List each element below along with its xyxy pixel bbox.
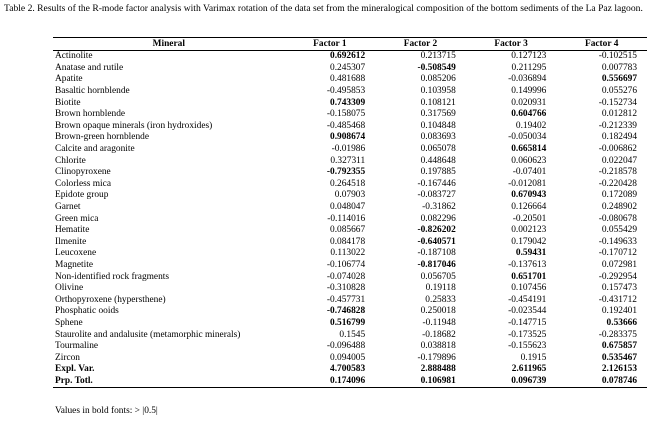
factor-1-cell: -0.074028 — [326, 271, 366, 282]
table-row — [53, 190, 647, 202]
table-row — [53, 271, 647, 283]
factor-2-cell: 0.065078 — [420, 144, 456, 155]
table-row — [53, 144, 647, 156]
factor-1-cell: 0.085667 — [330, 225, 366, 236]
mineral-cell: Zircon — [55, 352, 80, 363]
table-row — [53, 51, 647, 63]
mineral-cell: Brown-green hornblende — [55, 132, 149, 143]
factor-4-cell: 0.192401 — [601, 306, 637, 317]
table-row — [53, 225, 647, 237]
summary-factor-1-cell: 4.700583 — [330, 364, 366, 375]
factor-3-cell: 0.149996 — [511, 86, 547, 97]
mineral-cell: Calcite and aragonite — [55, 144, 135, 155]
factor-2-cell: 0.213715 — [420, 51, 456, 62]
factor-2-cell: -0.18682 — [422, 329, 456, 340]
factor-4-cell: -0.220428 — [598, 178, 637, 189]
factor-2-cell: 0.317569 — [420, 109, 456, 120]
factor-2-cell: 0.083693 — [420, 132, 456, 143]
mineral-cell: Tourmaline — [55, 341, 99, 352]
mineral-cell: Non-identified rock fragments — [55, 271, 170, 282]
factor-3-cell: -0.173525 — [508, 329, 547, 340]
factor-2-cell: 0.448648 — [420, 155, 456, 166]
table-row — [53, 63, 647, 75]
table-row — [53, 260, 647, 272]
table-body — [53, 51, 647, 388]
summary-factor-3-cell: 2.611965 — [511, 364, 547, 375]
factor-4-cell: -0.292954 — [598, 271, 637, 282]
summary-factor-4-cell: 2.126153 — [601, 364, 637, 375]
factor-4-cell: 0.072981 — [601, 259, 637, 270]
summary-row — [53, 376, 647, 388]
factor-4-cell: 0.53666 — [606, 317, 637, 328]
summary-factor-2-cell: 2.888488 — [420, 364, 456, 375]
factor-1-cell: 0.908674 — [330, 132, 366, 143]
factor-2-cell: 0.085206 — [420, 74, 456, 85]
mineral-cell: Epidote group — [55, 190, 109, 201]
factor-3-cell: 0.002123 — [511, 225, 547, 236]
summary-factor-4-cell: 0.078746 — [556, 376, 647, 388]
factor-3-cell: -0.07401 — [512, 167, 547, 178]
mineral-cell: Hematite — [55, 225, 90, 236]
factor-3-cell: -0.023544 — [508, 306, 547, 317]
table-row — [53, 294, 647, 306]
table-row — [53, 283, 647, 295]
factor-3-cell: -0.137613 — [508, 259, 547, 270]
factor-1-cell: -0.01986 — [331, 144, 366, 155]
mineral-cell: Green mica — [55, 213, 99, 224]
header-factor-2: Factor 2 — [375, 38, 466, 51]
factor-4-cell: -0.149633 — [598, 236, 637, 247]
mineral-cell: Garnet — [55, 202, 81, 213]
table-row — [53, 155, 647, 167]
factor-3-cell: 0.020931 — [511, 97, 547, 108]
factor-3-cell: 0.179042 — [511, 236, 547, 247]
factor-4-cell: 0.172089 — [601, 190, 637, 201]
table-note: Values in bold fonts: > |0.5| — [55, 406, 158, 416]
mineral-cell: Colorless mica — [55, 178, 111, 189]
table-row — [53, 132, 647, 144]
factor-2-cell: -0.817046 — [417, 259, 456, 270]
factor-4-cell: -0.080678 — [598, 213, 637, 224]
mineral-cell: Chlorite — [55, 155, 86, 166]
table-row — [53, 74, 647, 86]
factor-4-cell: 0.007783 — [601, 62, 637, 73]
table-row — [53, 179, 647, 191]
factor-2-cell: 0.25833 — [425, 294, 456, 305]
factor-3-cell: -0.147715 — [508, 317, 547, 328]
factor-1-cell: 0.743309 — [330, 97, 366, 108]
table-row — [53, 248, 647, 260]
factor-1-cell: -0.746828 — [326, 306, 366, 317]
factor-2-cell: 0.082296 — [420, 213, 456, 224]
mineral-cell: Basaltic hornblende — [55, 86, 130, 97]
mineral-cell: Brown hornblende — [55, 109, 126, 120]
table-row — [53, 109, 647, 121]
factor-2-cell: -0.826202 — [417, 225, 456, 236]
factor-2-cell: 0.197885 — [420, 167, 456, 178]
factor-1-cell: -0.158075 — [326, 109, 366, 120]
factor-4-cell: 0.182494 — [601, 132, 637, 143]
factor-4-cell: 0.055429 — [601, 225, 637, 236]
table-row — [53, 352, 647, 364]
mineral-cell: Anatase and rutile — [55, 62, 124, 73]
factor-3-cell: 0.107456 — [511, 283, 547, 294]
header-factor-1: Factor 1 — [285, 38, 376, 51]
mineral-cell: Olivine — [55, 283, 84, 294]
factor-3-cell: 0.670943 — [511, 190, 547, 201]
factor-2-cell: -0.31862 — [422, 202, 456, 213]
factor-1-cell: -0.106774 — [326, 259, 366, 270]
header-factor-3: Factor 3 — [466, 38, 557, 51]
table-header-row — [53, 38, 647, 51]
factor-4-cell: -0.283375 — [598, 329, 637, 340]
factor-3-cell: 0.19402 — [515, 120, 547, 131]
factor-1-cell: 0.07903 — [334, 190, 366, 201]
factor-2-cell: 0.103958 — [420, 86, 456, 97]
mineral-cell: Staurolite and andalusite (metamorphic minerals) — [55, 329, 241, 340]
mineral-cell: Biotite — [55, 97, 81, 108]
factor-1-cell: -0.457731 — [326, 294, 366, 305]
factor-3-cell: -0.20501 — [512, 213, 547, 224]
factor-1-cell: -0.114016 — [327, 213, 366, 224]
factor-1-cell: 0.084178 — [330, 236, 366, 247]
summary-label: Expl. Var. — [55, 364, 95, 375]
mineral-cell: Actinolite — [55, 51, 93, 62]
factor-1-cell: -0.310828 — [326, 283, 366, 294]
factor-analysis-table — [53, 37, 647, 388]
factor-2-cell: 0.038818 — [420, 341, 456, 352]
summary-factor-3-cell: 0.096739 — [466, 376, 557, 388]
summary-factor-1-cell: 0.174096 — [285, 376, 376, 388]
table-row — [53, 202, 647, 214]
factor-3-cell: 0.127123 — [511, 51, 547, 62]
mineral-cell: Leucoxene — [55, 248, 97, 259]
factor-1-cell: -0.096488 — [326, 341, 366, 352]
factor-4-cell: 0.157473 — [601, 283, 637, 294]
factor-1-cell: 0.481688 — [330, 74, 366, 85]
factor-3-cell: -0.012081 — [508, 178, 547, 189]
factor-4-cell: 0.535467 — [601, 352, 637, 363]
summary-row — [53, 364, 647, 376]
factor-1-cell: 0.048047 — [330, 202, 366, 213]
mineral-cell: Magnetite — [55, 259, 94, 270]
header-factor-4: Factor 4 — [556, 38, 647, 51]
factor-3-cell: 0.651701 — [511, 271, 547, 282]
factor-3-cell: 0.59431 — [515, 248, 547, 259]
table-row — [53, 213, 647, 225]
factor-3-cell: 0.665814 — [511, 144, 547, 155]
table-row — [53, 341, 647, 353]
factor-1-cell: 0.1545 — [339, 329, 366, 340]
factor-2-cell: -0.640571 — [417, 236, 456, 247]
factor-2-cell: 0.108121 — [420, 97, 456, 108]
factor-2-cell: 0.19118 — [425, 283, 456, 294]
mineral-cell: Sphene — [55, 317, 83, 328]
factor-4-cell: 0.675857 — [601, 341, 637, 352]
factor-1-cell: 0.516799 — [330, 317, 366, 328]
factor-3-cell: 0.126664 — [511, 202, 547, 213]
table-row — [53, 86, 647, 98]
factor-2-cell: -0.11948 — [422, 317, 456, 328]
factor-1-cell: 0.094005 — [330, 352, 366, 363]
mineral-cell: Brown opaque minerals (iron hydroxides) — [55, 120, 213, 131]
factor-3-cell: 0.060623 — [511, 155, 547, 166]
factor-1-cell: -0.495853 — [326, 86, 366, 97]
factor-4-cell: -0.212339 — [598, 120, 637, 131]
table-row — [53, 329, 647, 341]
factor-3-cell: -0.036894 — [508, 74, 547, 85]
factor-1-cell: 0.692612 — [330, 51, 366, 62]
factor-4-cell: -0.102515 — [598, 51, 637, 62]
table-row — [53, 306, 647, 318]
mineral-cell: Clinopyroxene — [55, 167, 111, 178]
factor-2-cell: -0.167446 — [417, 178, 456, 189]
factor-3-cell: -0.454191 — [508, 294, 547, 305]
factor-4-cell: -0.431712 — [598, 294, 637, 305]
factor-3-cell: 0.211295 — [511, 62, 547, 73]
summary-factor-2-cell: 0.106981 — [375, 376, 466, 388]
factor-4-cell: -0.006862 — [598, 144, 637, 155]
factor-3-cell: 0.604766 — [511, 109, 547, 120]
factor-2-cell: 0.056705 — [420, 271, 456, 282]
factor-4-cell: -0.218578 — [598, 167, 637, 178]
factor-4-cell: 0.022047 — [601, 155, 637, 166]
factor-4-cell: 0.556697 — [601, 74, 637, 85]
factor-1-cell: -0.792355 — [326, 167, 366, 178]
factor-2-cell: 0.104848 — [420, 120, 456, 131]
table-caption: Table 2. Results of the R-mode factor analysis with Varimax rotation of the data set from the mineralogical composition of the bottom sediments of the La Paz lagoon. — [4, 3, 643, 14]
factor-3-cell: 0.1915 — [520, 352, 547, 363]
header-mineral: Mineral — [53, 38, 285, 51]
table-row — [53, 121, 647, 133]
factor-2-cell: -0.083727 — [417, 190, 456, 201]
factor-4-cell: -0.170712 — [598, 248, 637, 259]
factor-1-cell: 0.264518 — [330, 178, 366, 189]
factor-1-cell: 0.245307 — [330, 62, 366, 73]
factor-2-cell: -0.179896 — [417, 352, 456, 363]
factor-3-cell: -0.155623 — [508, 341, 547, 352]
table-row — [53, 97, 647, 109]
factor-4-cell: 0.055276 — [601, 86, 637, 97]
factor-2-cell: -0.508549 — [417, 62, 456, 73]
factor-2-cell: 0.250018 — [420, 306, 456, 317]
mineral-cell: Apatite — [55, 74, 83, 85]
factor-2-cell: -0.187108 — [417, 248, 456, 259]
mineral-cell: Phosphatic ooids — [55, 306, 119, 317]
table-row — [53, 167, 647, 179]
factor-1-cell: -0.485468 — [326, 120, 366, 131]
mineral-cell: Ilmenite — [55, 236, 87, 247]
factor-3-cell: -0.050034 — [508, 132, 547, 143]
factor-1-cell: 0.113022 — [330, 248, 366, 259]
factor-4-cell: 0.248902 — [601, 202, 637, 213]
factor-4-cell: 0.012812 — [601, 109, 637, 120]
mineral-cell: Orthopyroxene (hypersthene) — [55, 294, 166, 305]
table-row — [53, 237, 647, 249]
factor-4-cell: -0.152734 — [598, 97, 637, 108]
table-row — [53, 318, 647, 330]
summary-label: Prp. Totl. — [53, 376, 285, 388]
factor-1-cell: 0.327311 — [330, 155, 366, 166]
